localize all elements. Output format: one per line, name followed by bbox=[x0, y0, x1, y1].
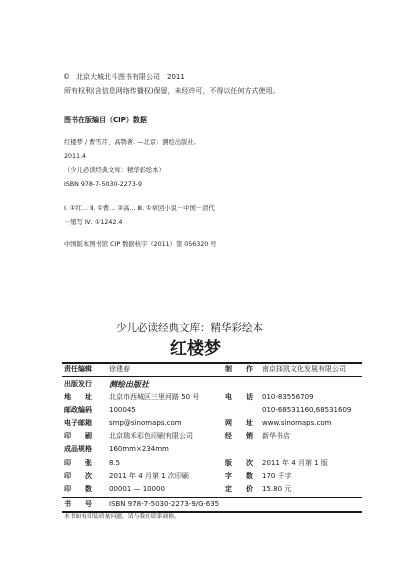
email-value: smp@sinomaps.com bbox=[109, 419, 182, 427]
cip-line-6: －缩写 Ⅳ. ①1242.4 bbox=[64, 219, 123, 226]
words-value: 170 千字 bbox=[262, 472, 292, 480]
cip-line-7: 中国版本图书馆 CIP 数据核字（2011）第 056320 号 bbox=[64, 241, 217, 248]
distributor-value: 新华书店 bbox=[262, 432, 290, 440]
top-rule bbox=[62, 362, 362, 364]
editor-label: 责任编辑 bbox=[64, 365, 92, 373]
series-title: 少儿必读经典文库：精华彩绘本 bbox=[116, 322, 263, 334]
sheets-label: 印 张 bbox=[64, 459, 92, 467]
cip-line-1: 红楼梦 / 曹雪芹、高鹗著. —北京：测绘出版社, bbox=[64, 139, 196, 146]
sheets-value: 8.5 bbox=[109, 459, 121, 467]
size-value: 160mm×234mm bbox=[109, 445, 169, 453]
printer-value: 北京瑞禾彩色印刷有限公司 bbox=[109, 432, 193, 440]
isbn-value: ISBN 978-7-5030-2273-9/G·635 bbox=[109, 500, 220, 508]
credits-rule bbox=[62, 376, 362, 377]
cip-line-5: Ⅰ. ①红… Ⅱ. ①曹… ②高… Ⅲ. ①章回小说－中国－清代 bbox=[64, 205, 215, 212]
phone2-value: 010-68531160,68531609 bbox=[262, 406, 352, 414]
copyright-symbol: © bbox=[63, 73, 70, 81]
copies-label: 印 数 bbox=[64, 485, 92, 493]
cip-line-2: 2011.4 bbox=[64, 153, 87, 160]
phone-label: 电 话 bbox=[225, 393, 253, 401]
isbn-label: 书 号 bbox=[64, 500, 92, 508]
print-value: 2011 年 4 月第 1 次印刷 bbox=[109, 472, 189, 480]
cip-line-4: ISBN 978-7-5030-2273-9 bbox=[64, 181, 143, 188]
phone-value: 010-83556709 bbox=[262, 393, 314, 401]
printer-label: 印 刷 bbox=[64, 432, 92, 440]
edition-value: 2011 年 4 月第 1 版 bbox=[262, 459, 328, 467]
print-label: 印 次 bbox=[64, 472, 92, 480]
words-label: 字 数 bbox=[225, 472, 253, 480]
postcode-value: 100045 bbox=[109, 406, 136, 414]
postcode-label: 邮政编码 bbox=[64, 406, 92, 414]
edition-label: 版 次 bbox=[225, 459, 253, 467]
address-value: 北京市西城区三里河路 50 号 bbox=[109, 393, 200, 401]
publisher-value: 测绘出版社 bbox=[109, 379, 149, 389]
copyright-holder: 北京大城北斗图书有限公司 2011 bbox=[76, 73, 185, 81]
bottom-rule bbox=[62, 511, 362, 513]
price-value: 15.80 元 bbox=[262, 485, 292, 493]
copies-value: 00001 — 10000 bbox=[109, 485, 165, 493]
email-label: 电子邮箱 bbox=[64, 419, 92, 427]
cip-heading: 图书在版编目（CIP）数据 bbox=[64, 116, 147, 124]
website-value: www.sinomaps.com bbox=[262, 419, 332, 427]
price-label: 定 价 bbox=[225, 485, 253, 493]
copyright-rights: 所有权利(含信息网络传播权)保留，未经许可，不得以任何方式使用。 bbox=[64, 87, 280, 95]
footer-note: 本书如有印装质量问题，请与我社联系调换。 bbox=[64, 514, 180, 520]
distributor-label: 经 销 bbox=[225, 432, 253, 440]
publisher-label: 出版发行 bbox=[64, 380, 92, 388]
producer-value: 南京择凯文化发展有限公司 bbox=[262, 365, 346, 373]
size-label: 成品规格 bbox=[64, 445, 92, 453]
producer-label: 制 作 bbox=[225, 365, 253, 373]
address-label: 地 址 bbox=[64, 393, 92, 401]
editor-value: 徐建春 bbox=[109, 365, 130, 373]
isbn-rule bbox=[62, 497, 362, 498]
website-label: 网 址 bbox=[225, 419, 253, 427]
cip-line-3: （少儿必读经典文库：精华彩绘本） bbox=[64, 167, 165, 174]
book-title: 红楼梦 bbox=[170, 339, 221, 359]
